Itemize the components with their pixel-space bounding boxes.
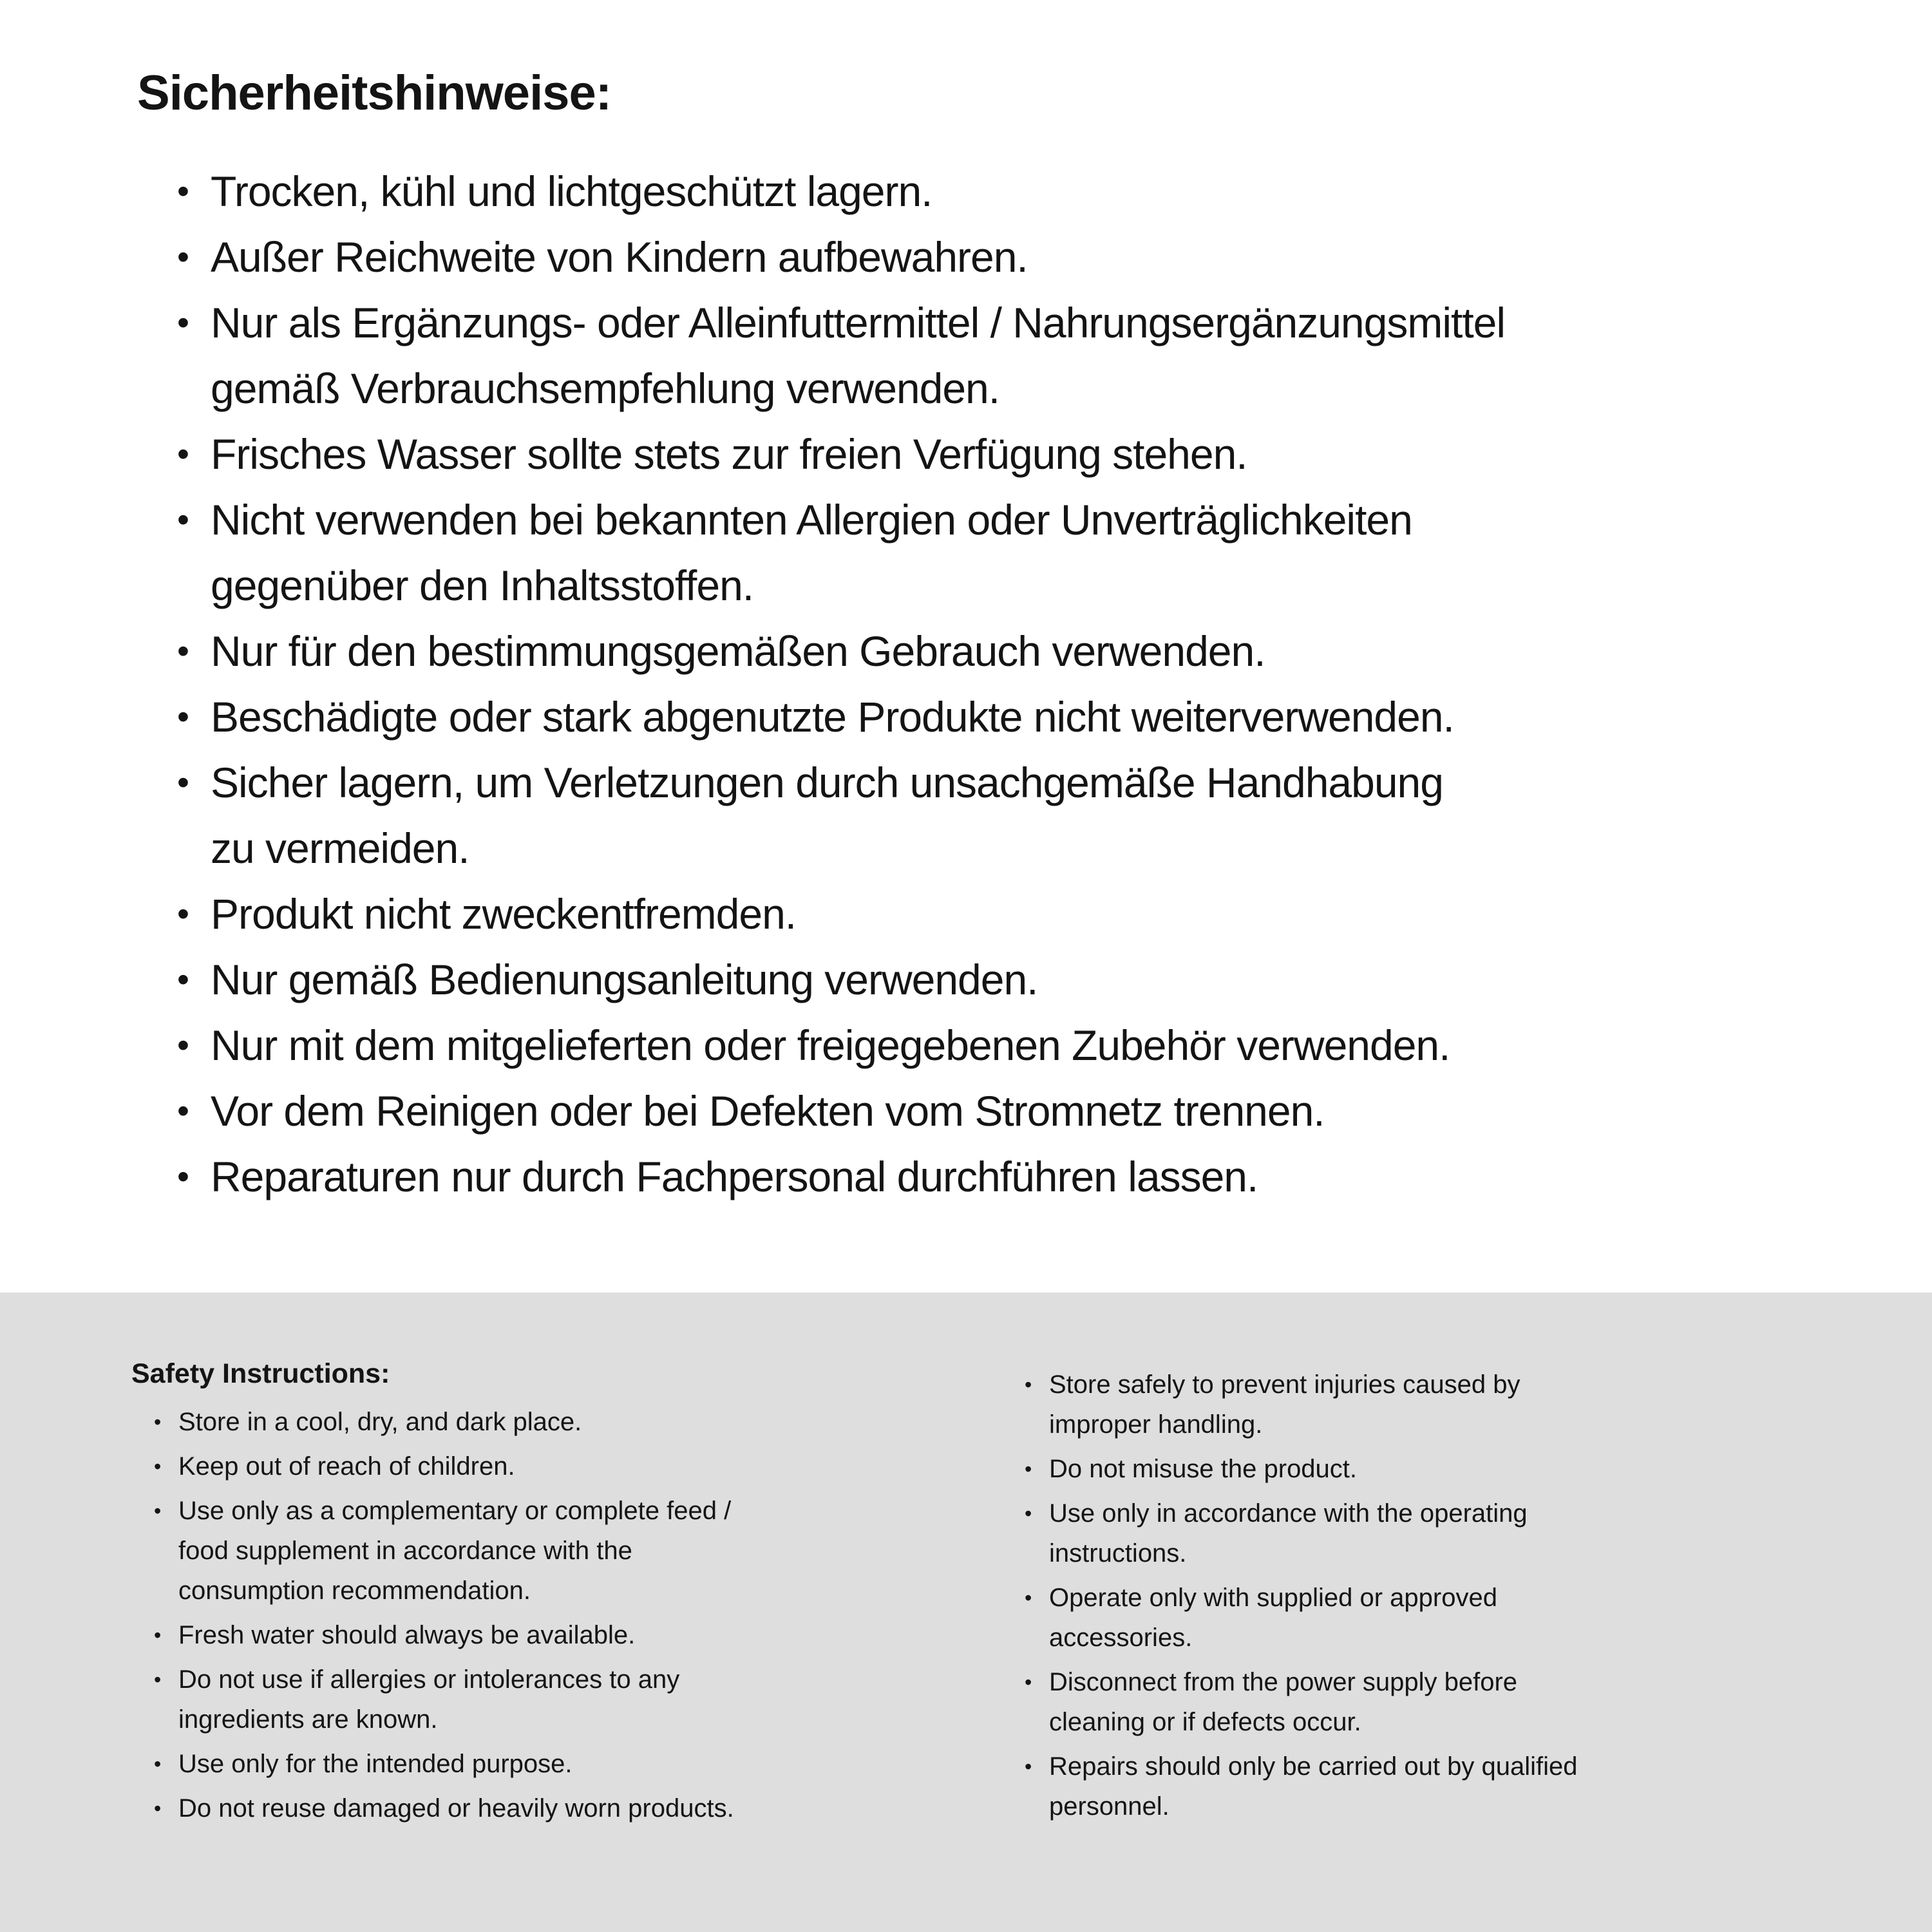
list-item	[177, 158, 1893, 224]
list-item-text: Do not misuse the product.	[1049, 1455, 1358, 1483]
list-item	[1025, 1747, 1913, 1826]
bullet-icon: •	[1025, 1502, 1032, 1525]
list-item	[177, 881, 1893, 947]
bullet-icon: •	[177, 895, 189, 933]
list-item	[154, 1491, 994, 1611]
en-instructions-list-right	[1025, 1365, 1913, 1826]
list-item-text: Do not reuse damaged or heavily worn products.	[178, 1794, 734, 1823]
bullet-icon: •	[154, 1455, 162, 1478]
list-item	[177, 947, 1893, 1012]
list-item	[154, 1446, 994, 1486]
list-item-text: Repairs should only be carried out by qualified personnel.	[1049, 1752, 1578, 1821]
bullet-icon: •	[177, 172, 189, 211]
list-item	[154, 1744, 994, 1784]
list-item-text: Use only as a complementary or complete feed / food supplement in accordance with the consumption recommendation.	[178, 1497, 732, 1605]
de-section-heading: Sicherheitshinweise:	[137, 66, 612, 120]
list-item-text: Trocken, kühl und lichtgeschützt lagern.	[211, 167, 933, 215]
bullet-icon: •	[1025, 1586, 1032, 1609]
list-item-text: Nicht verwenden bei bekannten Allergien oder Unverträglichkeiten gegenüber den Inhaltsstoffen.	[211, 496, 1412, 609]
list-item-text: Store in a cool, dry, and dark place.	[178, 1408, 582, 1436]
bullet-icon: •	[177, 1157, 189, 1196]
list-item	[177, 224, 1893, 290]
list-item-text: Beschädigte oder stark abgenutzte Produkte nicht weiterverwenden.	[211, 693, 1454, 741]
list-item-text: Nur mit dem mitgelieferten oder freigegebenen Zubehör verwenden.	[211, 1021, 1450, 1069]
list-item-text: Nur gemäß Bedienungsanleitung verwenden.	[211, 956, 1038, 1003]
list-item	[154, 1615, 994, 1655]
list-item-text: Nur als Ergänzungs- oder Alleinfuttermittel / Nahrungsergänzungsmittel gemäß Verbrauchsempfehlung verwenden.	[211, 299, 1506, 412]
bullet-icon: •	[1025, 1373, 1032, 1396]
bullet-icon: •	[154, 1624, 162, 1647]
safety-instructions-en-section	[0, 1293, 1932, 1932]
list-item-text: Disconnect from the power supply before cleaning or if defects occur.	[1049, 1668, 1518, 1736]
list-item-text: Use only in accordance with the operating instructions.	[1049, 1499, 1528, 1567]
bullet-icon: •	[177, 1092, 189, 1130]
list-item	[1025, 1493, 1913, 1573]
list-item-text: Vor dem Reinigen oder bei Defekten vom Stromnetz trennen.	[211, 1087, 1325, 1135]
list-item	[177, 750, 1893, 881]
list-item	[177, 421, 1893, 487]
bullet-icon: •	[154, 1752, 162, 1776]
list-item-text: Produkt nicht zweckentfremden.	[211, 890, 797, 938]
list-item	[1025, 1449, 1913, 1489]
bullet-icon: •	[1025, 1755, 1032, 1778]
bullet-icon: •	[177, 763, 189, 802]
list-item-text: Außer Reichweite von Kindern aufbewahren.	[211, 233, 1028, 281]
list-item-text: Use only for the intended purpose.	[178, 1750, 573, 1778]
list-item-text: Keep out of reach of children.	[178, 1452, 515, 1481]
bullet-icon: •	[177, 238, 189, 276]
bullet-icon: •	[177, 435, 189, 473]
bullet-icon: •	[1025, 1671, 1032, 1694]
list-item	[1025, 1662, 1913, 1742]
bullet-icon: •	[177, 960, 189, 999]
list-item	[177, 618, 1893, 684]
list-item-text: Frisches Wasser sollte stets zur freien Verfügung stehen.	[211, 430, 1247, 478]
list-item	[154, 1402, 994, 1442]
bullet-icon: •	[154, 1410, 162, 1434]
en-section-heading: Safety Instructions:	[131, 1358, 390, 1389]
list-item-text: Do not use if allergies or intolerances to any ingredients are known.	[178, 1665, 680, 1734]
list-item-text: Sicher lagern, um Verletzungen durch unsachgemäße Handhabung zu vermeiden.	[211, 759, 1443, 872]
list-item-text: Reparaturen nur durch Fachpersonal durchführen lassen.	[211, 1153, 1258, 1200]
list-item-text: Store safely to prevent injuries caused by improper handling.	[1049, 1370, 1520, 1439]
list-item-text: Fresh water should always be available.	[178, 1621, 636, 1649]
bullet-icon: •	[1025, 1457, 1032, 1481]
list-item	[154, 1788, 994, 1828]
list-item	[177, 487, 1893, 618]
bullet-icon: •	[177, 500, 189, 539]
bullet-icon: •	[154, 1499, 162, 1522]
en-instructions-list-left	[154, 1402, 994, 1828]
bullet-icon: •	[154, 1668, 162, 1691]
list-item	[177, 1078, 1893, 1144]
list-item	[1025, 1365, 1913, 1444]
list-item	[1025, 1578, 1913, 1658]
bullet-icon: •	[177, 697, 189, 736]
en-left-column	[131, 1293, 994, 1833]
de-instructions-list	[177, 158, 1893, 1209]
list-item	[177, 1012, 1893, 1078]
list-item	[177, 290, 1893, 421]
bullet-icon: •	[154, 1797, 162, 1820]
list-item-text: Nur für den bestimmungsgemäßen Gebrauch verwenden.	[211, 627, 1265, 675]
bullet-icon: •	[177, 632, 189, 670]
bullet-icon: •	[177, 1026, 189, 1065]
list-item	[177, 1144, 1893, 1209]
list-item-text: Operate only with supplied or approved accessories.	[1049, 1584, 1497, 1652]
list-item	[177, 684, 1893, 750]
en-right-column	[1025, 1293, 1913, 1831]
bullet-icon: •	[177, 303, 189, 342]
list-item	[154, 1660, 994, 1739]
